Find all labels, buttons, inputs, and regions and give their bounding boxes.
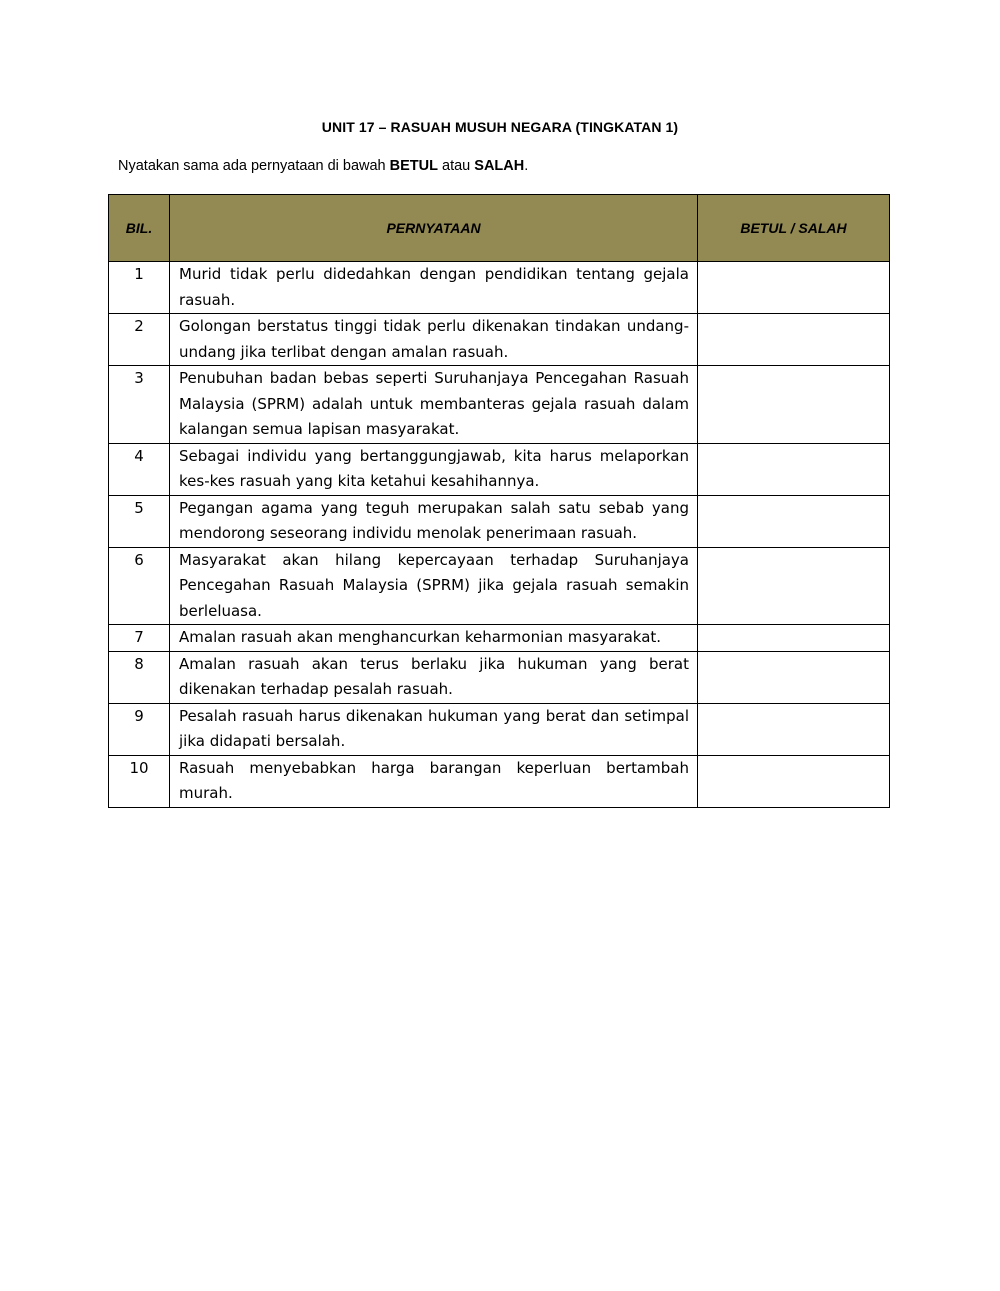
table-row xyxy=(109,314,890,366)
row-number: 10 xyxy=(109,755,170,807)
answer-cell[interactable] xyxy=(698,262,890,314)
header-betul-salah: BETUL / SALAH xyxy=(698,195,890,262)
table-row xyxy=(109,625,890,652)
instruction-betul: BETUL xyxy=(389,158,438,174)
row-statement: Murid tidak perlu didedahkan dengan pendidikan tentang gejala rasuah. xyxy=(170,262,698,314)
table-row xyxy=(109,651,890,703)
answer-cell[interactable] xyxy=(698,443,890,495)
row-number: 4 xyxy=(109,443,170,495)
answer-cell[interactable] xyxy=(698,547,890,625)
table-row xyxy=(109,443,890,495)
table-row xyxy=(109,495,890,547)
table-row xyxy=(109,547,890,625)
table-row xyxy=(109,755,890,807)
row-statement: Pesalah rasuah harus dikenakan hukuman yang berat dan setimpal jika didapati bersalah. xyxy=(170,703,698,755)
statements-table xyxy=(108,194,890,808)
row-statement: Pegangan agama yang teguh merupakan salah satu sebab yang mendorong seseorang individu menolak penerimaan rasuah. xyxy=(170,495,698,547)
instruction-text xyxy=(118,158,528,174)
row-number: 8 xyxy=(109,651,170,703)
answer-cell[interactable] xyxy=(698,703,890,755)
instruction-suffix: . xyxy=(524,158,529,174)
row-number: 3 xyxy=(109,366,170,444)
answer-cell[interactable] xyxy=(698,755,890,807)
answer-cell[interactable] xyxy=(698,495,890,547)
table-row xyxy=(109,262,890,314)
row-statement: Amalan rasuah akan terus berlaku jika hukuman yang berat dikenakan terhadap pesalah rasuah. xyxy=(170,651,698,703)
row-number: 5 xyxy=(109,495,170,547)
row-statement: Masyarakat akan hilang kepercayaan terhadap Suruhanjaya Pencegahan Rasuah Malaysia (SPRM) jika gejala rasuah semakin berleluasa. xyxy=(170,547,698,625)
page-title: UNIT 17 – RASUAH MUSUH NEGARA (TINGKATAN 1) xyxy=(321,119,679,135)
table-header-row xyxy=(109,195,890,262)
instruction-salah: SALAH xyxy=(474,158,525,174)
row-number: 6 xyxy=(109,547,170,625)
header-pernyataan: PERNYATAAN xyxy=(170,195,698,262)
row-statement: Rasuah menyebabkan harga barangan keperluan bertambah murah. xyxy=(170,755,698,807)
table-row xyxy=(109,366,890,444)
header-bil: BIL. xyxy=(109,195,170,262)
row-number: 1 xyxy=(109,262,170,314)
answer-cell[interactable] xyxy=(698,651,890,703)
row-number: 2 xyxy=(109,314,170,366)
row-statement: Amalan rasuah akan menghancurkan keharmonian masyarakat. xyxy=(170,625,698,652)
answer-cell[interactable] xyxy=(698,625,890,652)
row-number: 7 xyxy=(109,625,170,652)
row-statement: Golongan berstatus tinggi tidak perlu dikenakan tindakan undang-undang jika terlibat dengan amalan rasuah. xyxy=(170,314,698,366)
instruction-prefix: Nyatakan sama ada pernyataan di bawah xyxy=(118,158,390,174)
instruction-middle: atau xyxy=(438,158,475,174)
table-row xyxy=(109,703,890,755)
row-statement: Penubuhan badan bebas seperti Suruhanjaya Pencegahan Rasuah Malaysia (SPRM) adalah untuk membanteras gejala rasuah dalam kalangan semua lapisan masyarakat. xyxy=(170,366,698,444)
row-number: 9 xyxy=(109,703,170,755)
row-statement: Sebagai individu yang bertanggungjawab, kita harus melaporkan kes-kes rasuah yang kita ketahui kesahihannya. xyxy=(170,443,698,495)
answer-cell[interactable] xyxy=(698,314,890,366)
answer-cell[interactable] xyxy=(698,366,890,444)
